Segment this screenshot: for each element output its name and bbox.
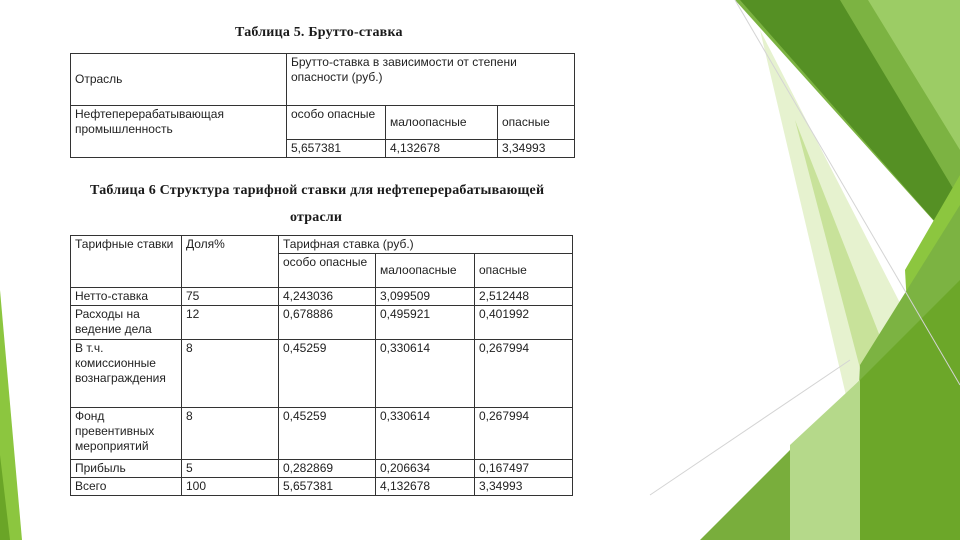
row-value-1: 0,45259 bbox=[279, 340, 376, 408]
row-value-3: 0,401992 bbox=[475, 306, 573, 340]
table5-value-2: 4,132678 bbox=[386, 140, 498, 158]
row-share: 8 bbox=[182, 340, 279, 408]
row-value-1: 4,243036 bbox=[279, 288, 376, 306]
row-value-2: 4,132678 bbox=[376, 478, 475, 496]
row-value-1: 0,45259 bbox=[279, 408, 376, 460]
row-share: 8 bbox=[182, 408, 279, 460]
table6-title-line2: отрасли bbox=[290, 210, 343, 225]
row-share: 75 bbox=[182, 288, 279, 306]
row-value-1: 0,678886 bbox=[279, 306, 376, 340]
row-value-3: 0,167497 bbox=[475, 460, 573, 478]
row-value-3: 0,267994 bbox=[475, 340, 573, 408]
table6-col-2: малоопасные bbox=[376, 254, 475, 288]
row-name: Прибыль bbox=[71, 460, 182, 478]
row-value-3: 0,267994 bbox=[475, 408, 573, 460]
row-share: 100 bbox=[182, 478, 279, 496]
row-value-1: 0,282869 bbox=[279, 460, 376, 478]
row-value-2: 0,330614 bbox=[376, 340, 475, 408]
table-row bbox=[71, 460, 573, 478]
row-value-2: 0,330614 bbox=[376, 408, 475, 460]
table6-col-3: опасные bbox=[475, 254, 573, 288]
row-value-3: 2,512448 bbox=[475, 288, 573, 306]
table6-header-tariff: Тарифные ставки bbox=[71, 236, 182, 288]
table6 bbox=[70, 235, 573, 496]
table-row bbox=[71, 306, 573, 340]
table5 bbox=[70, 53, 575, 158]
table6-title: Таблица 6 Структура тарифной ставки для нефтеперерабатывающей bbox=[90, 183, 545, 198]
table-row bbox=[71, 340, 573, 408]
row-name: Фонд превентивных мероприятий bbox=[71, 408, 182, 460]
row-value-1: 5,657381 bbox=[279, 478, 376, 496]
table5-value-1: 5,657381 bbox=[287, 140, 386, 158]
row-value-2: 0,495921 bbox=[376, 306, 475, 340]
table5-industry-header: Отрасль bbox=[71, 54, 287, 106]
row-name: В т.ч. комиссионные вознаграждения bbox=[71, 340, 182, 408]
row-share: 12 bbox=[182, 306, 279, 340]
table5-col-3: опасные bbox=[498, 106, 575, 140]
row-name: Нетто-ставка bbox=[71, 288, 182, 306]
table5-value-3: 3,34993 bbox=[498, 140, 575, 158]
row-share: 5 bbox=[182, 460, 279, 478]
table-row bbox=[71, 408, 573, 460]
row-value-2: 3,099509 bbox=[376, 288, 475, 306]
row-value-3: 3,34993 bbox=[475, 478, 573, 496]
table6-header-rate: Тарифная ставка (руб.) bbox=[279, 236, 573, 254]
table5-industry-name: Нефтеперерабатывающая промышленность bbox=[71, 106, 287, 158]
table5-rate-header: Брутто-ставка в зависимости от степени опасности (руб.) bbox=[287, 54, 575, 106]
table-row bbox=[71, 478, 573, 496]
row-name: Расходы на ведение дела bbox=[71, 306, 182, 340]
row-value-2: 0,206634 bbox=[376, 460, 475, 478]
table-row bbox=[71, 288, 573, 306]
table6-col-1: особо опасные bbox=[279, 254, 376, 288]
table5-col-1: особо опасные bbox=[287, 106, 386, 140]
table6-header-share: Доля% bbox=[182, 236, 279, 288]
table5-title: Таблица 5. Брутто-ставка bbox=[235, 25, 403, 40]
table5-col-2: малоопасные bbox=[386, 106, 498, 140]
row-name: Всего bbox=[71, 478, 182, 496]
